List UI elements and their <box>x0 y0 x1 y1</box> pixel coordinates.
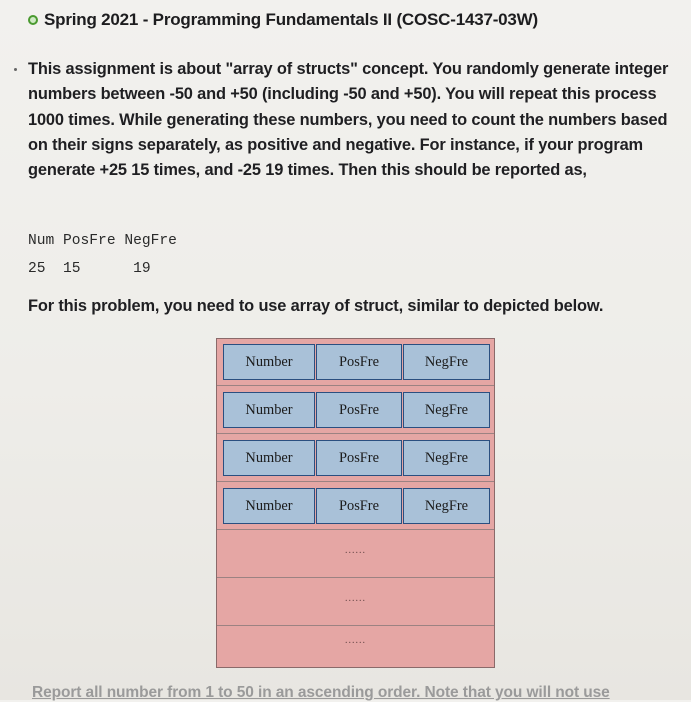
struct-row <box>217 387 494 434</box>
number-cell: Number <box>223 344 315 380</box>
negfre-cell: NegFre <box>403 392 490 428</box>
example-row: 25 15 19 <box>28 261 151 277</box>
problem-text: For this problem, you need to use array of struct, similar to depicted below. <box>28 297 604 315</box>
negfre-cell: NegFre <box>403 440 490 476</box>
course-title[interactable]: Spring 2021 - Programming Fundamentals II (COSC-1437-03W) <box>44 10 538 29</box>
struct-row <box>217 483 494 530</box>
example-header: Num PosFre NegFre <box>28 233 177 249</box>
ellipsis-marker: ...... <box>345 635 366 646</box>
struct-row <box>217 339 494 386</box>
posfre-cell: PosFre <box>316 440 402 476</box>
ellipsis-marker: ...... <box>345 593 366 604</box>
struct-row-empty <box>217 531 494 578</box>
posfre-cell: PosFre <box>316 488 402 524</box>
status-dot-icon <box>28 15 38 25</box>
posfre-cell: PosFre <box>316 392 402 428</box>
negfre-cell: NegFre <box>403 488 490 524</box>
struct-row-empty <box>217 579 494 626</box>
bullet-icon <box>14 68 17 71</box>
assignment-intro: This assignment is about "array of structs" concept. You randomly generate integer numbers between -50 and +50 (including -50 and +50). You will repeat this process 1000 times. While generating these numbers, you need to count the numbers based on their signs separately, as positive and negative. For instance, if your program generate +25 15 times, and -25 19 times. Then this should be reported as, <box>28 60 669 180</box>
number-cell: Number <box>223 488 315 524</box>
number-cell: Number <box>223 392 315 428</box>
number-cell: Number <box>223 440 315 476</box>
struct-row <box>217 435 494 482</box>
struct-array-diagram <box>216 338 495 668</box>
course-header <box>28 10 538 30</box>
struct-row-empty <box>217 627 494 674</box>
ellipsis-marker: ...... <box>345 545 366 556</box>
negfre-cell: NegFre <box>403 344 490 380</box>
footer-text: Report all number from 1 to 50 in an ascending order. Note that you will not use <box>32 684 610 701</box>
posfre-cell: PosFre <box>316 344 402 380</box>
